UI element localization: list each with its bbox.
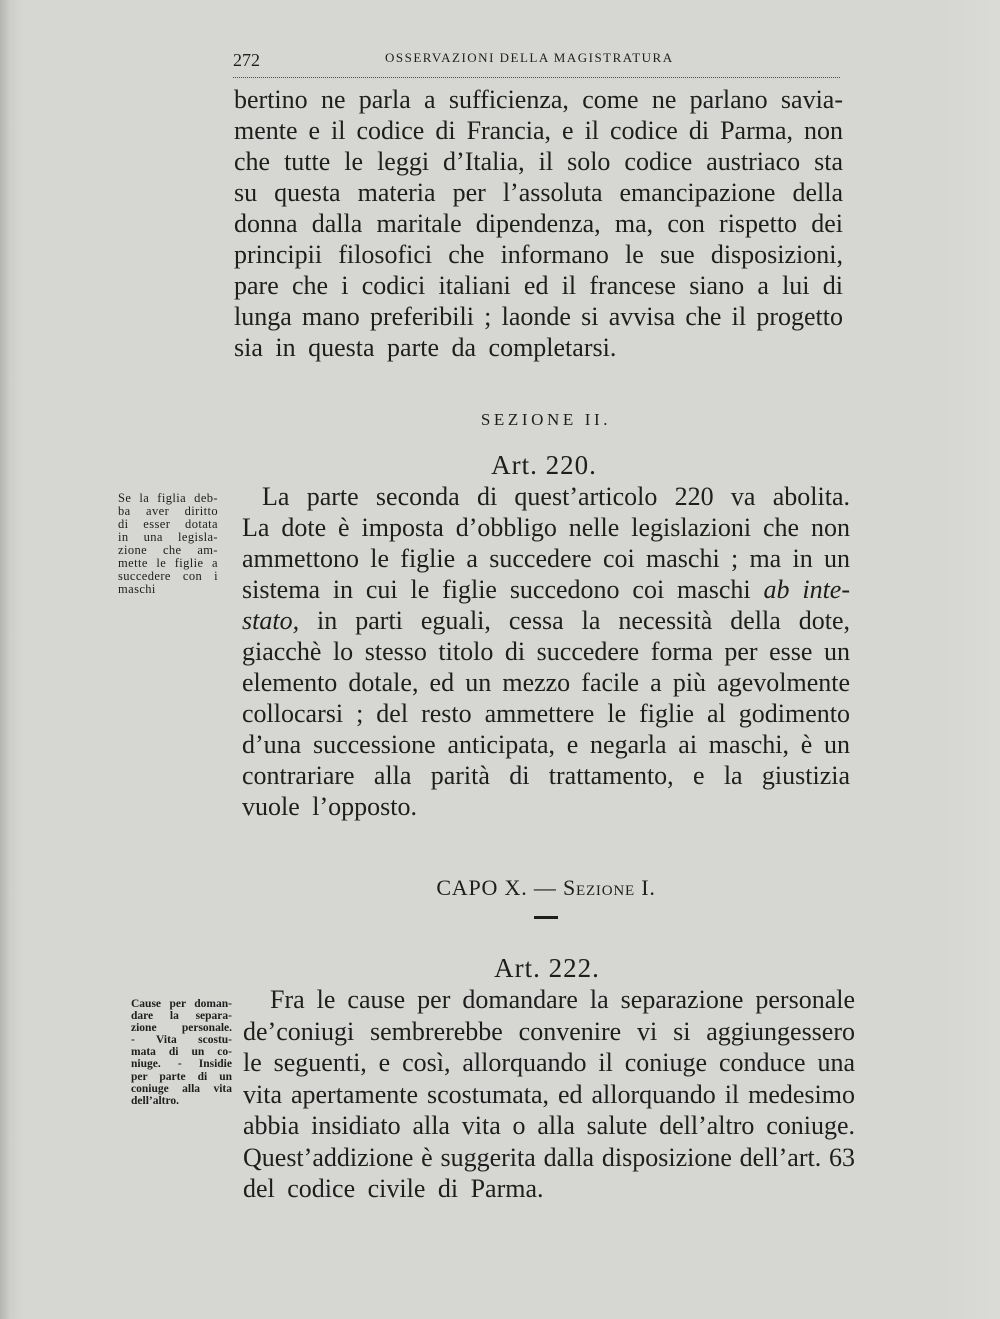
text-line: abbia insidiato alla vita o alla salute dell’altro coniuge.: [243, 1111, 855, 1140]
text-line: vita apertamente scostumata, ed allorquando il medesimo: [243, 1079, 855, 1109]
margin-note-line: di esser dotata: [118, 517, 218, 531]
margin-note-line: - Vita scostu-: [131, 1034, 232, 1047]
text-line: mente e il codice di Francia, e il codice di Parma, non: [234, 116, 843, 145]
chapter-section: Sezione I.: [562, 875, 656, 900]
text-line: su questa materia per l’assoluta emancipazione della: [234, 178, 843, 207]
article-heading: Art. 222.: [494, 953, 600, 983]
text-segment: sistema in cui le figlie succedono coi maschi: [242, 575, 764, 604]
text-line: del codice civile di Parma.: [243, 1174, 544, 1203]
text-line: donna dalla maritale dipendenza, ma, con rispetto dei: [234, 209, 843, 238]
text-line: La dote è imposta d’obbligo nelle legislazioni che non: [242, 513, 850, 542]
margin-note-line: mette le figlie a: [118, 556, 218, 570]
margin-note-line: dare la separa-: [131, 1010, 232, 1023]
text-line: sia in questa parte da completarsi.: [234, 333, 617, 362]
margin-note-line: per parte di un: [131, 1070, 232, 1083]
italic-segment: stato,: [242, 606, 300, 635]
margin-note-line: ba aver diritto: [118, 504, 218, 518]
article-222-paragraph: [243, 984, 855, 1205]
article-220-paragraph: [242, 481, 850, 822]
text-line: collocarsi ; del resto ammettere le figlie al godimento: [242, 699, 850, 728]
text-line: vuole l’opposto.: [242, 792, 417, 821]
text-line: [242, 574, 850, 605]
text-line: bertino ne parla a sufficienza, come ne parlano savia-: [234, 85, 843, 114]
heading-dash: —: [533, 875, 557, 900]
margin-note-line: mata di un co-: [131, 1046, 232, 1059]
margin-note-line: zione personale.: [131, 1022, 232, 1035]
header-dotted-rule: [233, 77, 840, 78]
text-line: pare che i codici italiani ed il francese siano a lui di: [234, 271, 843, 300]
text-line: ammettono le figlie a succedere coi maschi ; ma in un: [242, 544, 850, 573]
text-segment: in parti eguali, cessa la necessità della dote,: [299, 606, 850, 635]
text-line: giacchè lo stesso titolo di succedere forma per esse un: [242, 637, 850, 666]
margin-note-line: maschi: [118, 582, 156, 596]
text-line: elemento dotale, ed un mezzo facile a più agevolmente: [242, 668, 850, 697]
text-line: Fra le cause per domandare la separazione personale: [270, 985, 855, 1014]
heading-ornament-rule: [534, 916, 558, 919]
article-heading: Art. 220.: [491, 450, 597, 480]
running-head: OSSERVAZIONI DELLA MAGISTRATURA: [385, 50, 674, 65]
margin-note: [131, 998, 232, 1107]
text-line: La parte seconda di quest’articolo 220 va abolita.: [262, 482, 850, 511]
text-line: principii filosofici che informano le sue disposizioni,: [234, 240, 843, 269]
margin-note-line: Cause per doman-: [131, 998, 232, 1010]
italic-segment: ab inte-: [763, 575, 850, 604]
text-line: contrariare alla parità di trattamento, e la giustizia: [242, 761, 850, 790]
margin-note-line: niuge. - Insidie: [131, 1058, 232, 1071]
page-number: 272: [233, 50, 260, 70]
text-line: lunga mano preferibili ; laonde si avvisa che il progetto: [234, 302, 843, 331]
continuation-paragraph: [234, 84, 843, 363]
margin-note-line: dell’altro.: [131, 1094, 180, 1107]
margin-note-line: coniuge alla vita: [131, 1082, 232, 1095]
chapter-heading: [236, 875, 856, 901]
chapter-number: CAPO X.: [436, 875, 528, 900]
text-line: de’coniugi sembrerebbe convenire vi si aggiungessero: [243, 1016, 855, 1046]
margin-note-line: zione che am-: [118, 543, 218, 557]
text-line: [242, 605, 850, 636]
text-line: che tutte le leggi d’Italia, il solo codice austriaco sta: [234, 147, 843, 176]
margin-note: [118, 492, 218, 596]
section-heading: SEZIONE II.: [480, 410, 612, 429]
text-line: d’una successione anticipata, e negarla ai maschi, è un: [242, 730, 850, 759]
margin-note-line: in una legisla-: [118, 530, 218, 544]
margin-note-line: succedere con i: [118, 569, 218, 583]
text-line: Quest’addizione è suggerita dalla disposizione dell’art. 63: [243, 1142, 855, 1172]
text-line: le seguenti, e così, allorquando il coniuge conduce una: [243, 1048, 855, 1077]
margin-note-line: Se la figlia deb-: [118, 491, 218, 505]
